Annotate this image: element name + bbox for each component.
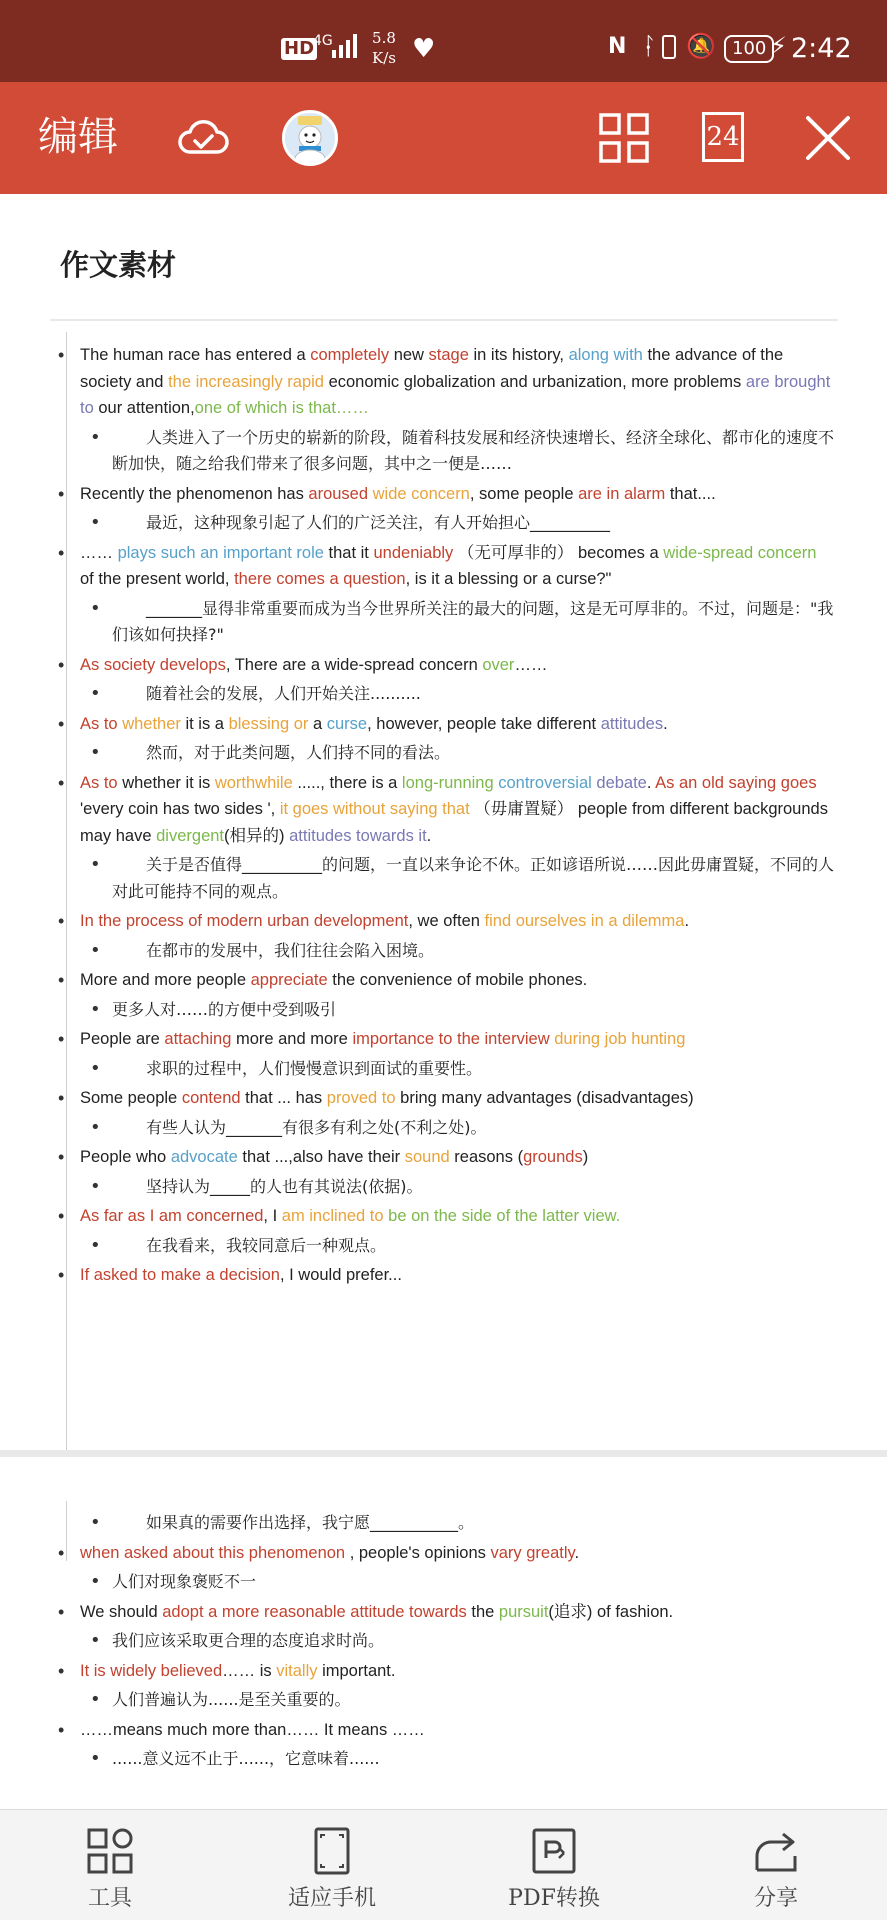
text-segment: bring many advantages (disadvantages) — [395, 1089, 694, 1107]
text-segment: our attention, — [93, 399, 195, 417]
text-segment: reasons ( — [449, 1148, 524, 1166]
text-segment: The human race has entered a — [80, 346, 311, 364]
text-segment: ……means much more than…… It means …… — [80, 1720, 425, 1739]
charging-bolt-icon: ⚡ — [770, 32, 787, 60]
highlighted-phrase: worthwhile — [214, 773, 293, 792]
highlighted-phrase: it goes without saying that — [279, 800, 470, 818]
text-segment: in its history, — [468, 346, 569, 364]
text-segment: , I would prefer... — [279, 1266, 402, 1284]
highlighted-phrase: As far as I am concerned — [80, 1207, 264, 1225]
text-segment: …… — [80, 543, 118, 562]
text-segment: . — [684, 912, 690, 930]
close-icon[interactable] — [800, 110, 856, 166]
phrase-item — [0, 540, 887, 593]
highlighted-phrase: during job hunting — [554, 1030, 686, 1048]
text-segment: 人们对现象褒贬不一 — [112, 1572, 257, 1591]
highlighted-phrase: are brought to — [80, 372, 831, 417]
pdf-convert-label: PDF转换 — [508, 1886, 600, 1911]
network-type-label: 4G — [313, 33, 333, 49]
text-segment: that ... has — [240, 1089, 327, 1107]
signal-strength-icon — [330, 32, 358, 60]
highlighted-phrase: attitudes — [600, 714, 664, 733]
page-count-button[interactable]: 24 — [702, 112, 744, 162]
text-segment: it is a — [180, 714, 229, 733]
phrase-item — [0, 652, 887, 679]
phrase-item — [0, 1203, 887, 1230]
highlighted-phrase: attitudes towards it — [289, 826, 427, 845]
translation-item — [0, 596, 887, 649]
text-segment: that.... — [665, 484, 716, 503]
highlighted-phrase: In the process of modern urban development — [80, 912, 409, 930]
text-segment: that it — [323, 543, 374, 562]
highlighted-phrase: vitally — [276, 1661, 318, 1680]
highlighted-phrase: pursuit — [498, 1602, 549, 1621]
text-segment: the convenience of mobile phones. — [327, 971, 588, 989]
share-button[interactable] — [696, 1826, 856, 1914]
text-segment: 随着社会的发展，人们开始关注.......... — [146, 684, 421, 703]
highlighted-phrase: advocate — [170, 1148, 238, 1166]
text-segment: . — [426, 826, 432, 845]
snowman-avatar-icon — [285, 113, 335, 163]
highlighted-phrase: proved to — [326, 1089, 396, 1107]
text-segment: 在都市的发展中，我们往往会陷入困境。 — [146, 940, 435, 960]
translation-item — [0, 852, 887, 905]
highlighted-phrase: debate — [596, 773, 647, 792]
phrase-item — [0, 1599, 887, 1626]
text-segment: 如果真的需要作出选择，我宁愿___________。 — [146, 1513, 475, 1532]
text-segment: more and more — [231, 1030, 353, 1048]
highlighted-phrase: one of which is that…… — [194, 399, 369, 417]
share-icon — [751, 1826, 801, 1876]
translation-item — [0, 425, 887, 478]
highlighted-phrase: As to — [80, 714, 123, 733]
text-segment: whether it is — [117, 773, 215, 792]
text-segment: (追求) of fashion. — [548, 1602, 674, 1621]
text-segment: 求职的过程中，人们慢慢意识到面试的重要性。 — [146, 1058, 483, 1078]
text-segment: ....., there is a — [292, 773, 402, 792]
translation-item — [0, 510, 887, 537]
highlighted-phrase: divergent — [156, 826, 225, 845]
user-avatar[interactable] — [282, 110, 338, 166]
highlighted-phrase: If asked to make a decision — [80, 1266, 280, 1284]
text-segment: ) — [582, 1148, 589, 1166]
mute-bell-icon: 🔕 — [686, 32, 716, 60]
text-segment: （毋庸置疑） people from different backgrounds may have — [80, 800, 828, 845]
text-segment: new — [389, 346, 429, 364]
text-segment: 在我看来，我较同意后一种观点。 — [146, 1235, 387, 1255]
highlighted-phrase: when asked about this phenomenon — [80, 1543, 346, 1562]
text-segment: the — [466, 1602, 499, 1621]
text-segment: ......意义远不止于......，它意味着...... — [112, 1749, 380, 1768]
highlighted-phrase: curse — [326, 714, 368, 733]
phrase-item — [0, 1717, 887, 1744]
phrase-item — [0, 1144, 887, 1171]
phrase-item — [0, 1262, 887, 1289]
text-segment: that ...,also have their — [237, 1148, 405, 1166]
text-segment: a — [308, 714, 327, 733]
phrase-item — [0, 770, 887, 850]
fit-phone-label: 适应手机 — [287, 1886, 376, 1911]
text-segment: Some people — [80, 1089, 182, 1107]
text-segment: …… — [514, 655, 548, 674]
highlighted-phrase: blessing or — [228, 714, 309, 733]
text-segment: , however, people take different — [367, 714, 601, 733]
tools-icon — [85, 1826, 135, 1876]
text-segment: People who — [80, 1148, 171, 1166]
highlighted-phrase: It is widely believed — [80, 1661, 223, 1680]
highlighted-phrase: attaching — [164, 1030, 232, 1048]
document-page-2[interactable] — [0, 1457, 887, 1809]
text-segment: economic globalization and urbanization, more problems — [323, 372, 746, 391]
text-segment: important. — [317, 1661, 396, 1680]
highlighted-phrase: grounds — [523, 1148, 583, 1166]
text-segment: . — [663, 714, 668, 733]
text-segment: 人们普遍认为......是至关重要的。 — [112, 1690, 351, 1709]
highlighted-phrase: As to — [80, 773, 118, 792]
translation-item — [0, 681, 887, 708]
translation-item — [0, 938, 887, 965]
text-segment: People are — [80, 1030, 165, 1048]
highlighted-phrase: whether — [122, 714, 181, 733]
phrase-list-page-1 — [0, 342, 887, 1289]
highlighted-phrase: wide concern — [372, 484, 470, 503]
highlighted-phrase: undeniably — [373, 543, 454, 562]
health-heart-icon: ♥ — [412, 34, 436, 64]
phrase-item — [0, 967, 887, 994]
phrase-item — [0, 1026, 887, 1053]
document-page-1[interactable] — [0, 194, 887, 1450]
network-speed-unit: K/s — [372, 49, 396, 67]
phrase-list-page-2 — [0, 1507, 887, 1776]
translation-item — [0, 1115, 887, 1142]
highlighted-phrase: there comes a question — [234, 570, 406, 588]
text-segment: . — [574, 1543, 580, 1562]
edit-button[interactable]: 编辑 — [38, 114, 118, 160]
phrase-item — [0, 711, 887, 738]
translation-item — [0, 1233, 887, 1260]
text-segment: …… is — [222, 1661, 277, 1680]
pdf-convert-button[interactable] — [474, 1826, 634, 1914]
tools-label: 工具 — [87, 1886, 132, 1911]
fit-screen-icon — [307, 1826, 357, 1876]
highlighted-phrase: stage — [428, 346, 469, 364]
translation-item — [0, 1628, 887, 1655]
title-divider — [50, 319, 838, 321]
text-segment: （无可厚非的） becomes a — [453, 543, 664, 562]
translation-item — [0, 1510, 887, 1537]
text-segment: 'every coin has two sides ', — [80, 800, 280, 818]
text-segment: More and more people — [80, 971, 251, 989]
text-segment: , is it a blessing or a curse?" — [405, 570, 612, 588]
text-segment: of the present world, — [80, 570, 235, 588]
text-segment: the advance of the society and — [80, 346, 784, 391]
device-battery-icon — [662, 35, 676, 59]
highlighted-phrase: controversial — [498, 773, 592, 792]
highlighted-phrase: find ourselves in a dilemma — [484, 912, 685, 930]
phrase-item — [0, 1085, 887, 1112]
phrase-item — [0, 481, 887, 508]
text-segment: 然而，对于此类问题，人们持不同的看法。 — [146, 743, 451, 762]
text-segment: 人类进入了一个历史的崭新的阶段，随着科技发展和经济快速增长、经济全球化、都市化的速度不断加快，随之给我们带来了很多问题，其中之一便是…… — [112, 427, 835, 473]
highlighted-phrase: As society develops — [80, 655, 226, 674]
translation-item — [0, 1746, 887, 1773]
highlighted-phrase: along with — [568, 346, 643, 364]
text-segment: , I — [263, 1207, 282, 1225]
highlighted-phrase: am inclined to — [281, 1207, 384, 1225]
highlighted-phrase: aroused — [308, 484, 369, 503]
network-speed — [372, 28, 396, 68]
battery-level: 100 — [724, 35, 774, 63]
translation-item — [0, 1687, 887, 1714]
phrase-item — [0, 342, 887, 422]
cloud-check-icon[interactable] — [175, 110, 231, 166]
text-segment: , some people — [469, 484, 579, 503]
text-segment: 我们应该采取更合理的态度追求时尚。 — [112, 1631, 385, 1650]
nfc-icon: N — [608, 34, 627, 59]
highlighted-phrase: long-running — [401, 773, 494, 792]
highlighted-phrase: vary greatly — [490, 1543, 575, 1562]
highlighted-phrase: sound — [404, 1148, 450, 1166]
page-title: 作文素材 — [60, 250, 177, 282]
phrase-item — [0, 908, 887, 935]
grid-view-icon[interactable] — [596, 110, 652, 166]
network-speed-value: 5.8 — [372, 29, 396, 47]
share-label: 分享 — [753, 1886, 798, 1911]
highlighted-phrase: be on the side of the latter view. — [388, 1207, 621, 1225]
app-toolbar — [0, 82, 887, 194]
text-segment: Recently the phenomenon has — [80, 484, 309, 503]
status-bar — [0, 0, 887, 82]
text-segment: , There are a wide-spread concern — [225, 655, 483, 674]
highlighted-phrase: over — [482, 655, 515, 674]
highlighted-phrase: importance to the interview — [352, 1030, 550, 1048]
text-segment: , people's opinions — [345, 1543, 491, 1562]
text-segment: 有些人认为_______有很多有利之处(不利之处)。 — [146, 1117, 487, 1137]
pdf-convert-icon — [529, 1826, 579, 1876]
text-segment: We should — [80, 1602, 163, 1621]
phrase-item — [0, 1540, 887, 1567]
highlighted-phrase: adopt a more reasonable attitude towards — [162, 1602, 467, 1621]
text-segment: . — [646, 773, 656, 792]
translation-item — [0, 997, 887, 1024]
translation-item — [0, 1056, 887, 1083]
text-segment: 更多人对……的方便中受到吸引 — [112, 999, 337, 1019]
clock-time: 2:42 — [791, 33, 852, 64]
hd-voice-icon: HD — [281, 38, 317, 60]
highlighted-phrase: contend — [181, 1089, 241, 1107]
highlighted-phrase: appreciate — [250, 971, 328, 989]
tools-button[interactable] — [30, 1826, 190, 1914]
translation-item — [0, 1174, 887, 1201]
highlighted-phrase: completely — [310, 346, 390, 364]
text-segment: 关于是否值得__________的问题，一直以来争论不休。正如谚语所说……因此毋庸置疑，不同的人对此可能持不同的观点。 — [112, 855, 835, 901]
translation-item — [0, 740, 887, 767]
text-segment: 最近，这种现象引起了人们的广泛关注，有人开始担心__________ — [146, 513, 611, 532]
text-segment: 坚持认为_____的人也有其说法(依据)。 — [146, 1176, 423, 1196]
highlighted-phrase: are in alarm — [578, 484, 666, 503]
bottom-toolbar — [0, 1809, 887, 1920]
translation-item — [0, 1569, 887, 1596]
highlighted-phrase: the increasingly rapid — [168, 372, 324, 391]
highlighted-phrase: As an old saying goes — [655, 773, 817, 792]
highlighted-phrase: plays such an important role — [117, 543, 324, 562]
text-segment: (相异的) — [224, 826, 290, 845]
text-segment: _______显得非常重要而成为当今世界所关注的最大的问题，这是无可厚非的。不过，问题是："我们该如何抉择?" — [112, 598, 834, 644]
text-segment: , we often — [408, 912, 485, 930]
fit-phone-button[interactable] — [252, 1826, 412, 1914]
phrase-item — [0, 1658, 887, 1685]
highlighted-phrase: wide-spread concern — [663, 543, 817, 562]
bluetooth-icon: ᛛ — [642, 32, 657, 60]
